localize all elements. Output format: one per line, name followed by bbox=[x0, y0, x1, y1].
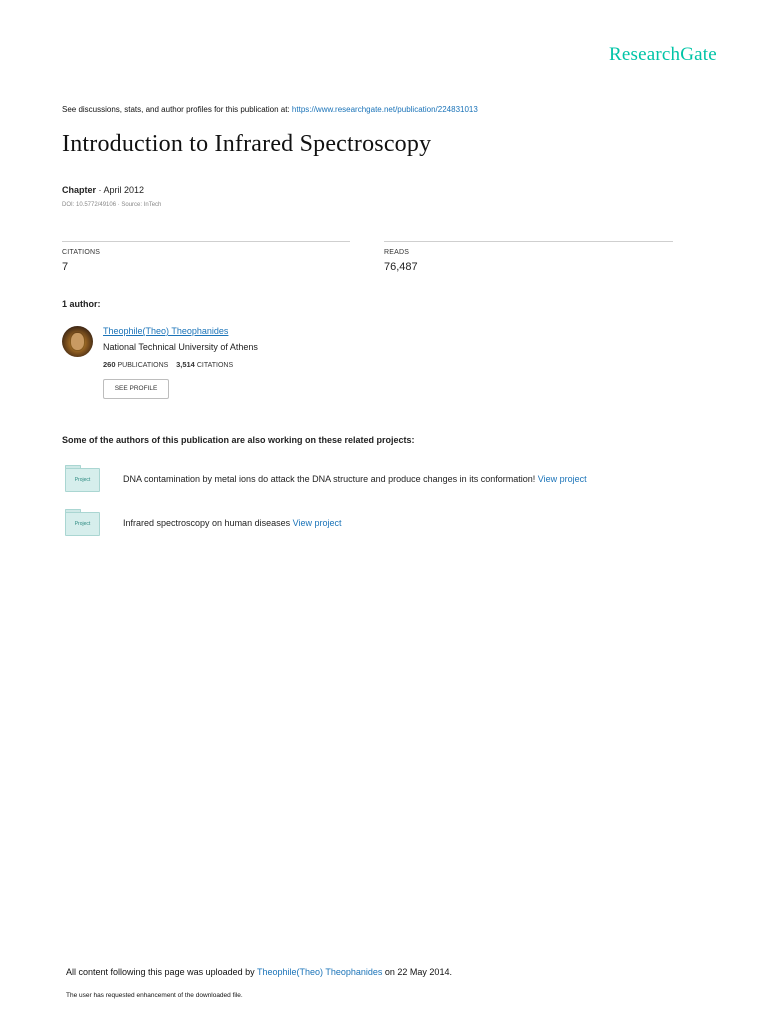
upload-prefix: All content following this page was uploaded by bbox=[66, 967, 255, 977]
project-icon-label: Project bbox=[65, 512, 100, 536]
publication-url-link[interactable]: https://www.researchgate.net/publication/224831013 bbox=[291, 105, 478, 114]
discussion-prefix: See discussions, stats, and author profiles for this publication at: bbox=[62, 105, 290, 114]
projects-heading: Some of the authors of this publication are also working on these related projects: bbox=[62, 435, 415, 445]
authors-heading: 1 author: bbox=[62, 299, 101, 309]
project-folder-icon[interactable] bbox=[65, 509, 99, 535]
see-profile-button[interactable]: SEE PROFILE bbox=[103, 379, 169, 399]
citations-divider bbox=[62, 241, 350, 242]
discussion-line bbox=[62, 105, 478, 114]
project-item bbox=[123, 518, 341, 528]
author-citations-count: 3,514 bbox=[176, 360, 195, 369]
project-item bbox=[123, 474, 587, 484]
project-icon-label: Project bbox=[65, 468, 100, 492]
publication-doi-source: DOI: 10.5772/49106 · Source: InTech bbox=[62, 202, 162, 208]
author-stats bbox=[103, 360, 233, 369]
researchgate-logo[interactable]: ResearchGate bbox=[609, 44, 717, 65]
view-project-link[interactable]: View project bbox=[292, 518, 342, 528]
publication-type: Chapter bbox=[62, 185, 97, 195]
meta-separator: · bbox=[96, 185, 104, 195]
uploader-link[interactable]: Theophile(Theo) Theophanides bbox=[256, 967, 383, 977]
reads-divider bbox=[384, 241, 673, 242]
citations-value: 7 bbox=[62, 261, 69, 273]
view-project-link[interactable]: View project bbox=[537, 474, 587, 484]
project-description: Infrared spectroscopy on human diseases bbox=[123, 518, 291, 528]
avatar-face bbox=[71, 333, 84, 350]
author-publications-count: 260 bbox=[103, 360, 116, 369]
reads-label: READS bbox=[384, 249, 410, 256]
author-publications-label: PUBLICATIONS bbox=[117, 362, 169, 369]
project-folder-icon[interactable] bbox=[65, 465, 99, 491]
author-avatar[interactable] bbox=[62, 326, 93, 357]
enhancement-note: The user has requested enhancement of the downloaded file. bbox=[66, 992, 243, 999]
citations-label: CITATIONS bbox=[62, 249, 101, 256]
publication-date: April 2012 bbox=[103, 185, 145, 195]
author-citations-label: CITATIONS bbox=[196, 362, 234, 369]
publication-meta bbox=[62, 185, 144, 195]
project-description: DNA contamination by metal ions do attack the DNA structure and produce changes in its conformation! bbox=[123, 474, 536, 484]
publication-title: Introduction to Infrared Spectroscopy bbox=[62, 131, 432, 157]
author-name-link[interactable]: Theophile(Theo) Theophanides bbox=[103, 326, 229, 336]
reads-value: 76,487 bbox=[384, 261, 418, 273]
author-institution: National Technical University of Athens bbox=[103, 342, 258, 352]
upload-info bbox=[66, 967, 452, 977]
upload-suffix: on 22 May 2014. bbox=[384, 967, 452, 977]
